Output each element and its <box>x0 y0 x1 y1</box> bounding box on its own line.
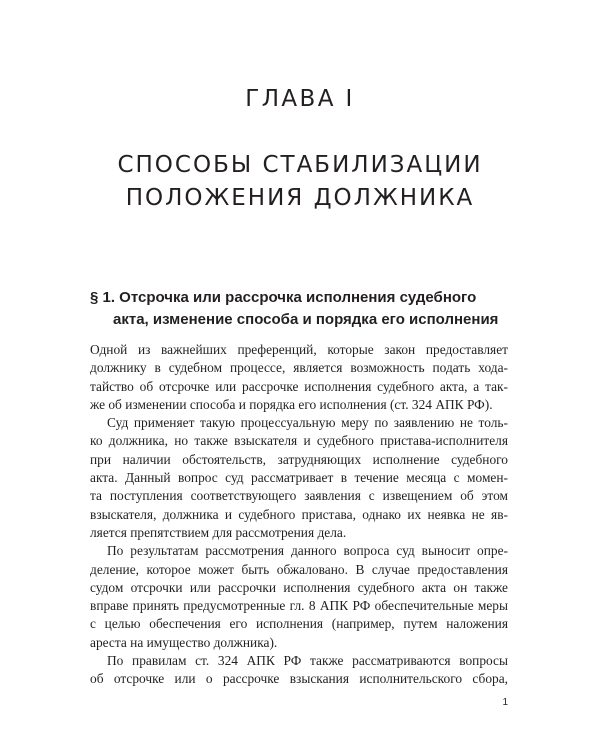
text-line: та поступления соответствующего заявления с извещением об этом <box>90 488 508 504</box>
text-line: По правилам ст. 324 АПК РФ также рассматриваются вопросы <box>107 653 508 669</box>
page-number: 1 <box>502 697 508 708</box>
text-line: ляется препятствием для рассмотрения дела. <box>90 524 347 540</box>
text-line: ко должника, но также взыскателя и судебного пристава-исполнителя <box>90 433 508 449</box>
text-line: судом отсрочки или рассрочки исполнения судебного акта он также <box>90 579 508 595</box>
text-line: Суд применяет такую процессуальную меру по заявлению не толь- <box>107 415 508 431</box>
text-line: взыскателя, должника и судебного пристава, однако их неявка не яв- <box>90 506 508 522</box>
chapter-title <box>0 149 600 215</box>
section-heading <box>90 287 530 331</box>
text-line: тайство об отсрочке или рассрочке исполнения судебного акта, а так- <box>90 378 508 394</box>
chapter-label: ГЛАВА I <box>245 86 355 112</box>
text-line: акта. Данный вопрос суд рассматривает в течение месяца с момен- <box>90 470 508 486</box>
body-text <box>90 341 508 689</box>
text-line: при наличии обстоятельств, затрудняющих исполнение судебного <box>90 451 508 467</box>
chapter-title-line: ПОЛОЖЕНИЯ ДОЛЖНИКА <box>125 185 475 211</box>
text-line: вправе принять предусмотренные гл. 8 АПК РФ обеспечительные меры <box>90 598 508 614</box>
text-line: По результатам рассмотрения данного вопроса суд выносит опре- <box>107 543 508 559</box>
chapter-title-line: СПОСОБЫ СТАБИЛИЗАЦИИ <box>117 152 483 178</box>
text-line: должнику в судебном процессе, является возможность подать хода- <box>90 360 508 376</box>
section-heading-line: § 1. Отсрочка или рассрочка исполнения судебного <box>90 289 477 306</box>
text-line: об отсрочке или о рассрочке взыскания исполнительского сбора, <box>90 671 508 687</box>
section-heading-line: акта, изменение способа и порядка его исполнения <box>113 311 499 328</box>
text-line: ареста на имущество должника). <box>90 634 278 650</box>
text-line: деление, которое может быть обжаловано. В случае предоставления <box>90 561 508 577</box>
text-line: же об изменении способа и порядка его исполнения (ст. 324 АПК РФ). <box>90 396 493 412</box>
text-line: Одной из важнейших преференций, которые закон предоставляет <box>90 342 508 357</box>
text-line: с целью обеспечения его исполнения (например, путем наложения <box>90 616 508 632</box>
